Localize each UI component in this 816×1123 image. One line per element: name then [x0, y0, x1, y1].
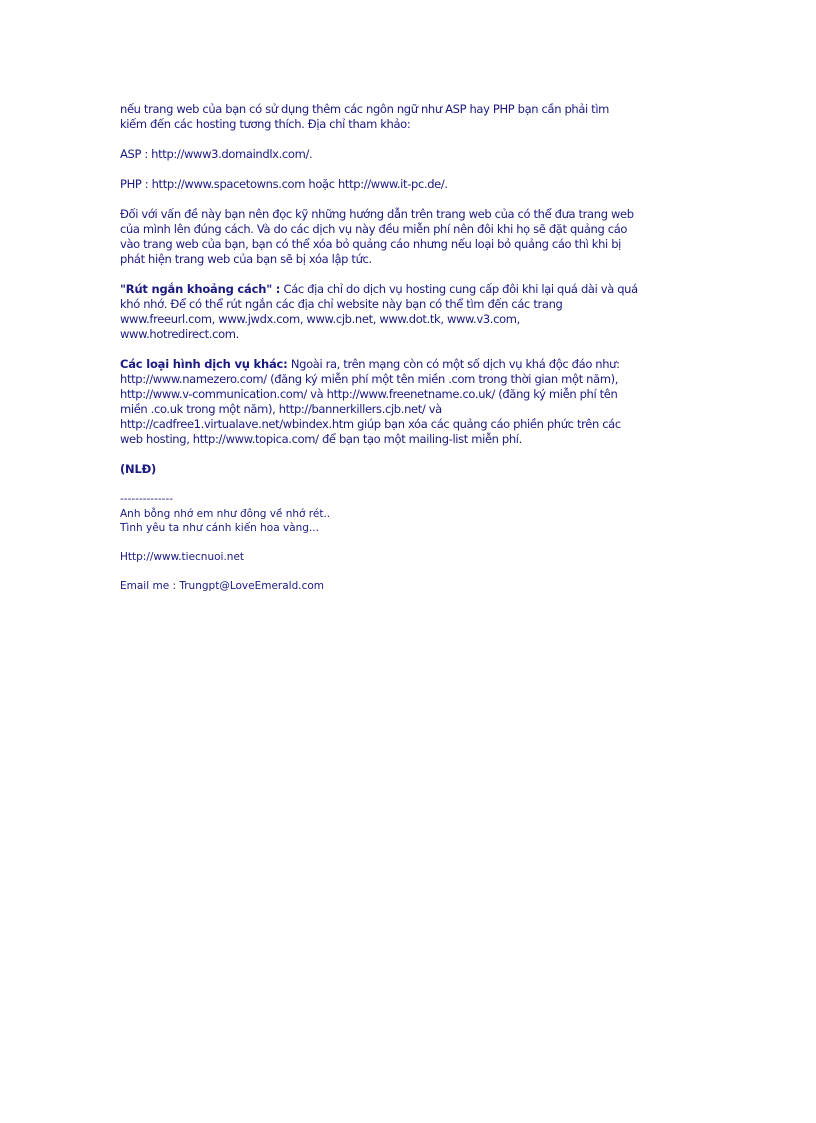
signature-poem-line-2: Tình yêu ta như cánh kiến hoa vàng...: [120, 522, 319, 534]
other-line-4: miền .co.uk trong một năm), http://bannerkillers.cjb.net/ và: [120, 402, 442, 416]
shorten-line-4: www.hotredirect.com.: [120, 327, 239, 341]
other-line-6: web hosting, http://www.topica.com/ để bạn tạo một mailing-list miễn phí.: [120, 432, 522, 446]
signature-gap: [120, 565, 710, 580]
paragraph-gap: [120, 162, 710, 177]
paragraph-gap: [120, 132, 710, 147]
php-hosting-line: PHP : http://www.spacetowns.com hoặc http://www.it-pc.de/.: [120, 177, 448, 191]
signature-gap: [120, 536, 710, 551]
paragraph-gap: [120, 192, 710, 207]
shorten-line-1-text: Các địa chỉ do dịch vụ hosting cung cấp đôi khi lại quá dài và quá: [280, 282, 638, 296]
shorten-line-2: khó nhớ. Để có thể rút ngắn các địa chỉ website này bạn có thể tìm đến các trang: [120, 297, 563, 311]
paragraph-gap: [120, 477, 710, 492]
shorten-line-1: [120, 282, 710, 297]
other-line-1: [120, 357, 710, 372]
signature-divider: --------------: [120, 493, 174, 505]
paragraph-gap: [120, 267, 710, 282]
signature-block: [120, 492, 710, 594]
other-line-1-text: Ngoài ra, trên mạng còn có một số dịch vụ khá độc đáo như:: [287, 357, 620, 371]
ads-line-2: của mình lên đúng cách. Và do các dịch vụ này đều miễn phí nên đôi khi họ sẽ đặt quảng cáo: [120, 222, 628, 236]
paragraph-gap: [120, 447, 710, 462]
other-line-2: http://www.namezero.com/ (đăng ký miễn phí một tên miền .com trong thời gian một năm),: [120, 372, 619, 386]
other-heading: Các loại hình dịch vụ khác:: [120, 357, 288, 371]
document-body: [120, 102, 710, 594]
paragraph-gap: [120, 342, 710, 357]
other-line-3: http://www.v-communication.com/ và http://www.freenetname.co.uk/ (đăng ký miễn phí tên: [120, 387, 618, 401]
intro-line-1: nếu trang web của bạn có sử dụng thêm các ngôn ngữ như ASP hay PHP bạn cần phải tìm: [120, 102, 610, 116]
shorten-line-3: www.freeurl.com, www.jwdx.com, www.cjb.net, www.dot.tk, www.v3.com,: [120, 312, 520, 326]
asp-hosting-line: ASP : http://www3.domaindlx.com/.: [120, 147, 313, 161]
intro-line-2: kiếm đến các hosting tương thích. Địa chỉ tham khảo:: [120, 117, 411, 131]
signature-website: Http://www.tiecnuoi.net: [120, 551, 245, 563]
signature-email: Email me : Trungpt@LoveEmerald.com: [120, 580, 324, 592]
ads-line-3: vào trang web của bạn, bạn có thể xóa bỏ quảng cáo nhưng nếu loại bỏ quảng cáo thì khi bị: [120, 237, 621, 251]
signature-poem-line-1: Anh bỗng nhớ em như đông về nhớ rét..: [120, 507, 331, 520]
shorten-heading: "Rút ngắn khoảng cách" :: [120, 282, 281, 296]
ads-line-4: phát hiện trang web của bạn sẽ bị xóa lập tức.: [120, 252, 372, 266]
source-credit: (NLĐ): [120, 462, 157, 476]
other-line-5: http://cadfree1.virtualave.net/wbindex.htm giúp bạn xóa các quảng cáo phiền phức trên các: [120, 417, 621, 431]
ads-line-1: Đối với vấn đề này bạn nên đọc kỹ những hướng dẫn trên trang web của có thể đưa trang web: [120, 207, 634, 221]
